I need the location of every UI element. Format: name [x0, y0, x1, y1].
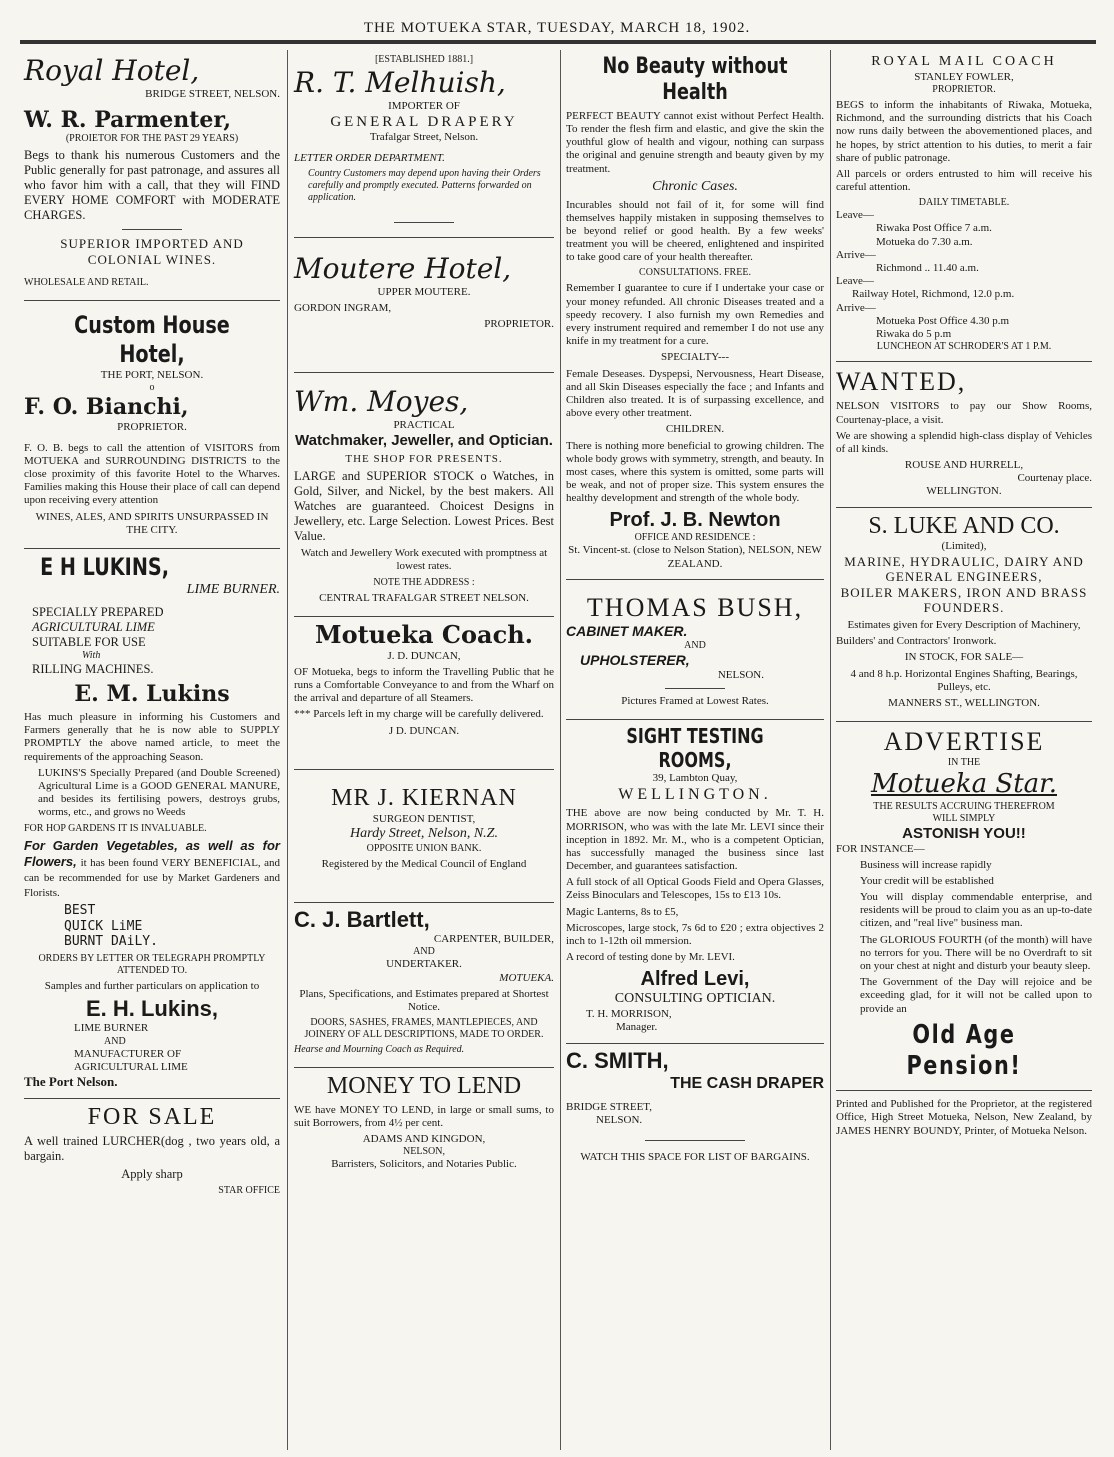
ad-body: There is nothing more beneficial to growing children. The whole body grows with symmetry, strength, and beauty. In most cases, where this system is omitted, some parts will be weak, and not of proper size. This system ensures the healthy development and strength of the whole body. [566, 439, 824, 505]
ad-title: ROYAL MAIL COACH [871, 54, 1057, 69]
ad-builders: Builders' and Contractors' Ironwork. [836, 635, 997, 648]
ad-place: Courtenay place. [1017, 472, 1092, 485]
ad-line: AND [413, 946, 435, 958]
ad-line: MARINE, HYDRAULIC, DAIRY AND GENERAL ENGINEERS, [844, 553, 1084, 585]
ad-ltd: (Limited), [941, 540, 987, 553]
ad-line: RILLING MACHINES. [32, 661, 154, 676]
ad-line: SUITABLE FOR USE [32, 634, 146, 649]
ad-address: BRIDGE STREET, [566, 1101, 652, 1114]
ad-moyes [294, 373, 554, 617]
ad-line: CARPENTER, BUILDER, [433, 933, 554, 946]
ad-melhuish [294, 50, 554, 238]
ad-address: BRIDGE STREET, NELSON. [145, 87, 280, 100]
ad-place: UPPER MOUTERE. [377, 285, 471, 298]
ad-timetable-head: DAILY TIMETABLE. [918, 197, 1010, 209]
ad-city: WELLINGTON. [618, 786, 772, 804]
ad-title: R. T. Melhuish, [294, 66, 506, 99]
ad-title: ADVERTISE [883, 727, 1045, 757]
ad-proprietor: W. R. Parmenter, [24, 106, 232, 133]
masthead [0, 0, 1114, 44]
ad-title: Royal Hotel, [24, 54, 200, 87]
ad-for-sale [24, 1099, 280, 1209]
ad-place: NELSON, [403, 1146, 445, 1158]
ad-body: PERFECT BEAUTY cannot exist without Perfect Health. To render the flesh firm and elastic, and give the skin the youthful glow of health and vigour, nothing can surpass the original and genuine strength and beauty given by my treatment. [566, 109, 824, 175]
ad-body: LARGE and SUPERIOR STOCK o Watches, in Gold, Silver, and Nickel, by the best makers. All Watches are guaranteed. Choicest Designs in Jewellery, etc. Large Selection. Lowest Prices. Best Value. [294, 469, 554, 544]
ad-role: SURGEON DENTIST, [372, 812, 476, 825]
ad-name: E. H. Lukins, [85, 996, 219, 1022]
ad-title: MONEY TO LEND [326, 1073, 522, 1100]
ad-item: You will display commendable enterprise, and residents will be proud to claim you as an up-to-date citizen, and "real live" business man. [860, 891, 1092, 930]
timetable-row: Railway Hotel, Richmond, 12.0 p.m. [852, 288, 1015, 301]
column-2 [290, 50, 558, 1450]
ad-trade: Watchmaker, Jeweller, and Optician. [295, 432, 553, 450]
column-3 [562, 50, 828, 1450]
ad-title: C. J. Bartlett, [294, 906, 430, 932]
masthead-title: THE MOTUEKA STAR, TUESDAY, MARCH 18, 1902. [363, 20, 751, 36]
ad-line: UNDERTAKER. [386, 958, 462, 971]
ad-line: PRACTICAL [393, 418, 455, 431]
timetable-row: Riwaka Post Office 7 a.m. [876, 222, 992, 235]
ad-pictures: Pictures Framed at Lowest Rates. [621, 694, 769, 707]
ad-item: The Government of the Day will rejoice and be exceeding glad, for it will not be called upon to provide an [860, 976, 1092, 1015]
ad-title: SIGHT TESTING ROOMS, [626, 723, 764, 772]
ad-title: No Beauty without Health [602, 54, 788, 106]
timetable-label: Arrive— [836, 301, 876, 314]
ad-place: MOTUEKA. [499, 971, 554, 984]
ad-body: A well trained LURCHER(dog , two years old, a bargain. [24, 1134, 280, 1164]
ad-parcels: *** Parcels left in my charge will be carefully delivered. [294, 708, 544, 721]
ad-shop: THE SHOP FOR PRESENTS. [345, 453, 503, 466]
ad-body: Begs to thank his numerous Customers and the Public generally for past patronage, and assures all who favor him with a call, that they will FIND EVERY HOME COMFORT with MODERATE CHARGES. [24, 148, 280, 223]
ad-title: MR J. KIERNAN [331, 784, 517, 811]
ad-address: St. Vincent-st. (close to Nelson Station), NELSON, NEW ZEALAND. [568, 544, 822, 570]
ad-watch: WATCH THIS SPACE FOR LIST OF BARGAINS. [580, 1150, 810, 1163]
column-rule [560, 50, 561, 1450]
ad-proprietor: F. O. Bianchi, [24, 394, 189, 421]
ad-address: CENTRAL TRAFALGAR STREET NELSON. [319, 591, 529, 604]
ad-name: Alfred Levi, [640, 968, 750, 991]
ad-wanted [836, 362, 1092, 508]
ad-line: UPHOLSTERER, [580, 651, 690, 668]
ad-name: E. M. Lukins [74, 680, 230, 707]
ad-address: MANNERS ST., WELLINGTON. [888, 696, 1040, 709]
ad-body: WE have MONEY TO LEND, in large or small sums, to suit Borrowers, from 4½ per cent. [294, 1103, 554, 1130]
ad-royal-hotel [24, 50, 280, 301]
ad-kiernan [294, 770, 554, 903]
ad-body: THE above are now being conducted by Mr. T. H. MORRISON, who was with the late Mr. LEVI since their inception in 1892. Mr. M., who is a competent Optician, has successfully managed the business since last December, and guarantees satisfaction. [566, 807, 824, 873]
ad-line: CABINET MAKER. [566, 623, 688, 640]
ad-body: A full stock of all Optical Goods Field and Opera Glasses, Zeiss Binoculars and Telescopes, 15s to £13 10s. [566, 876, 824, 902]
imprint [836, 1091, 1092, 1149]
ad-manager: T. H. MORRISON, [586, 1008, 672, 1021]
column-4 [832, 50, 1096, 1450]
ad-sight-testing [566, 720, 824, 1044]
ad-body: OF Motueka, begs to inform the Travelling Public that he runs a Comfortable Conveyance to and from the Wharf on the arrival and departure of all Steamers. [294, 665, 554, 705]
ad-samples: Samples and further particulars on application to [44, 979, 260, 992]
column-rule [287, 50, 288, 1450]
ad-item: Business will increase rapidly [860, 858, 992, 871]
ad-highlight: For Garden Vegetables, as well as for Flowers, [24, 837, 280, 869]
timetable-row: Riwaka do 5 p.m [876, 327, 952, 340]
divider [645, 1140, 745, 1141]
ad-body: Has much pleasure in informing his Customers and Farmers generally that he is now able to SUPPLY PROMPTLY the above named article, to meet the requirements of the approaching Season. [24, 711, 280, 763]
ad-title: Custom House Hotel, [74, 311, 230, 369]
ad-line: With [82, 649, 101, 661]
ad-body: LUKINS'S Specially Prepared (and Double Screened) Agricultural Lime is a GOOD GENERAL MANURE, and besides its fertilising powers, destroys grubs, worms, etc., and grows no Weeds [38, 766, 280, 819]
ad-wines: WINES, ALES, AND SPIRITS UNSURPASSED IN THE CITY. [35, 510, 269, 536]
ad-city: WELLINGTON. [926, 485, 1002, 498]
ad-separator: o [149, 382, 155, 394]
ad-line: SPECIALLY PREPARED [32, 604, 164, 619]
ad-bartlett [294, 903, 554, 1068]
ad-c-smith [566, 1044, 824, 1175]
ad-line: AND [104, 1035, 126, 1047]
ad-newton [566, 50, 824, 580]
ad-stock: IN STOCK, FOR SALE— [904, 651, 1024, 664]
ad-established: [ESTABLISHED 1881.] [374, 54, 474, 65]
ad-line: BURNT DAiLY. [64, 934, 158, 950]
ad-line: BOILER MAKERS, IRON AND BRASS FOUNDERS. [840, 584, 1088, 616]
column-rule [830, 50, 831, 1450]
column-1 [20, 50, 284, 1450]
ad-s-luke [836, 508, 1092, 722]
ad-office: STAR OFFICE [218, 1185, 280, 1197]
ad-address: THE PORT, NELSON. [100, 368, 204, 381]
timetable-row: Richmond .. 11.40 a.m. [876, 262, 979, 275]
ad-motueka-coach [294, 617, 554, 770]
ad-note: NOTE THE ADDRESS : [373, 576, 475, 588]
timetable-row: Motueka Post Office 4.30 p.m [876, 314, 1010, 327]
ad-repair: Watch and Jewellery Work executed with promptness at lowest rates. [300, 547, 548, 573]
ad-wholesale: WHOLESALE AND RETAIL. [24, 277, 149, 289]
ad-name: GORDON INGRAM, [294, 301, 392, 314]
imprint-text: Printed and Published for the Proprietor, at the registered Office, High Street Motueka, Nelson, New Zealand, by JAMES HENRY BOUNDY, Printer, of Motueka Nelson. [836, 1098, 1092, 1137]
ad-heading: CHILDREN. [665, 423, 725, 436]
ad-line: AGRICULTURAL LIME [74, 1060, 188, 1073]
ad-item: The GLORIOUS FOURTH (of the month) will have no terrors for you. There will be no Overdraft to sit on your chest at night and disturb your beauty sleep. [860, 933, 1092, 973]
ad-subtitle: LIME BURNER. [186, 581, 280, 597]
ad-title: Wm. Moyes, [294, 385, 469, 419]
masthead-rule [20, 40, 1096, 44]
ad-heading: SPECIALTY--- [660, 351, 730, 364]
ad-title: C. SMITH, [566, 1047, 669, 1073]
ad-reg: Registered by the Medical Council of England [321, 857, 527, 870]
ad-body: Microscopes, large stock, 7s 6d to £20 ; extra objectives 2 inch to 1-12th oil mmersion. [566, 921, 824, 948]
ad-doors: DOORS, SASHES, FRAMES, MANTLEPIECES, AND JOINERY OF ALL DESCRIPTIONS, MADE TO ORDER. [304, 1017, 544, 1041]
ad-estimates: Estimates given for Every Description of Machinery, [847, 619, 1081, 632]
ad-astonish: ASTONISH YOU!! [902, 824, 1026, 842]
ad-title: THOMAS BUSH, [586, 592, 804, 622]
ad-plans: Plans, Specifications, and Estimates prepared at Shortest Notice. [299, 987, 549, 1013]
ad-note: (PROIETOR FOR THE PAST 29 YEARS) [65, 133, 239, 145]
ad-results: THE RESULTS ACCRUING THEREFROM [873, 800, 1055, 812]
ad-parcels: All parcels or orders entrusted to him will receive his careful attention. [836, 167, 1092, 194]
ad-title: FOR SALE [87, 1103, 217, 1130]
divider [665, 688, 725, 689]
ad-line: AND [684, 639, 706, 651]
ad-lunch: LUNCHEON AT SCHRODER'S AT 1 P.M. [876, 341, 1052, 353]
ad-firm: ROUSE AND HURRELL, [904, 459, 1024, 472]
ad-firm: ADAMS AND KINGDON, [362, 1133, 486, 1146]
timetable-row: Motueka do 7.30 a.m. [876, 235, 973, 248]
divider [122, 229, 182, 230]
ad-body: it has been found VERY BENEFICIAL, and can be recommended for use by Market Gardeners and Florists. [24, 856, 280, 899]
ad-name: Prof. J. B. Newton [609, 509, 781, 532]
ad-line: QUICK LiME [64, 918, 143, 934]
ad-role: PROPRIETOR. [117, 420, 187, 433]
ad-office: OFFICE AND RESIDENCE : [634, 532, 756, 544]
ad-item: Your credit will be established [860, 874, 994, 887]
ad-sign: J D. DUNCAN. [388, 724, 460, 737]
ad-paper: Motueka Star. [871, 769, 1057, 800]
ad-heading: CONSULTATIONS. FREE. [639, 267, 751, 279]
ad-address: 39, Lambton Quay, [652, 771, 738, 784]
divider [394, 222, 454, 223]
ad-in: IN THE [947, 757, 981, 769]
ad-line: IMPORTER OF [388, 99, 460, 112]
ad-role: PROPRIETOR. [484, 318, 554, 331]
ad-port: The Port Nelson. [24, 1074, 118, 1089]
ad-place: NELSON. [717, 668, 764, 681]
ad-apply: Apply sharp [121, 1167, 183, 1182]
ad-address: NELSON. [596, 1114, 643, 1127]
ad-advertise [836, 722, 1092, 1091]
ad-title: Motueka Coach. [315, 619, 533, 649]
ad-role: CONSULTING OPTICIAN. [614, 991, 776, 1007]
ad-body: A record of testing done by Mr. LEVI. [566, 951, 735, 964]
ad-name: STANLEY FOWLER, [914, 70, 1014, 83]
ad-roles: Barristers, Solicitors, and Notaries Public. [331, 1158, 517, 1171]
ad-street: Trafalgar Street, Nelson. [369, 130, 479, 143]
timetable-label: Arrive— [836, 248, 876, 261]
ad-heading: Chronic Cases. [652, 178, 738, 194]
ad-body: Incurables should not fail of it, for some will find themselves happily mistaken in supposing themselves to be beyond relief or good health. By a few weeks' treatment you will be cheered, enlightened and inspirited to take good care of your health thereafter. [566, 198, 824, 264]
ad-body: BEGS to inform the inhabitants of Riwaka, Motueka, Richmond, and the surrounding districts that his Coach now runs daily between the abovementioned places, and he hopes, by strict attention to his duties, to merit a fair share of public patronage. [836, 98, 1092, 164]
ad-opp: OPPOSITE UNION BANK. [366, 842, 482, 854]
ad-name: J. D. DUNCAN, [387, 649, 461, 662]
ad-manager-role: Manager. [616, 1021, 658, 1034]
ad-moutere-hotel [294, 238, 554, 373]
timetable-label: Leave— [836, 209, 874, 222]
ad-role: PROPRIETOR. [932, 83, 996, 95]
ad-line: BEST [64, 903, 96, 919]
ad-body: Female Deseases. Dyspepsi, Nervousness, Heart Disease, and all Skin Diseases especially the face ; and Infants and Children also treated. It is of surpassing excellence, and above every other treatment. [566, 367, 824, 420]
ad-line: AGRICULTURAL LIME [32, 619, 155, 634]
ad-custom-house-hotel [24, 301, 280, 549]
ad-subtitle: THE CASH DRAPER [670, 1074, 824, 1092]
ad-lukins [24, 549, 280, 1099]
ad-title: WANTED, [836, 367, 967, 397]
ad-for: FOR INSTANCE— [836, 842, 925, 855]
ad-line: LIME BURNER [74, 1022, 149, 1035]
ad-title: E H LUKINS, [40, 553, 170, 582]
ad-wines: SUPERIOR IMPORTED AND COLONIAL WINES. [60, 236, 244, 267]
ad-street: Hardy Street, Nelson, N.Z. [350, 825, 498, 841]
ad-engines: 4 and 8 h.p. Horizontal Engines Shafting, Bearings, Pulleys, etc. [850, 667, 1078, 693]
ad-thomas-bush [566, 580, 824, 720]
ad-body: Remember I guarantee to cure if I undertake your case or your money refunded. All chronic Diseases treated and a speedy recovery. I also furnish my own Remedies and every instrument required and remember I do not use any knife in my treatment for a cure. [566, 282, 824, 348]
ad-hearse: Hearse and Mourning Coach as Required. [294, 1044, 465, 1056]
ad-letter-head: LETTER ORDER DEPARTMENT. [294, 151, 445, 164]
ad-body: NELSON VISITORS to pay our Show Rooms, Courtenay-place, a visit. [836, 400, 1092, 426]
ad-letter-body: Country Customers may depend upon having their Orders carefully and promptly executed. Patterns forwarded on application. [308, 168, 541, 204]
ad-line: GENERAL DRAPERY [330, 113, 518, 130]
ad-body: We are showing a splendid high-class display of Vehicles of all kinds. [836, 429, 1092, 455]
ad-orders: ORDERS BY LETTER OR TELEGRAPH PROMPTLY ATTENDED TO. [38, 952, 266, 976]
ad-body: F. O. B. begs to call the attention of VISITORS from MOTUEKA and SURROUNDING DISTRICTS to the close proximity of this favorite Hotel to the Wharves. Families making this House their place of call can depend upon receiving every attention [24, 441, 280, 507]
ad-money-to-lend [294, 1068, 554, 1180]
ad-title: S. LUKE AND CO. [868, 512, 1060, 539]
ad-royal-mail-coach [836, 50, 1092, 362]
ad-title: Moutere Hotel, [294, 252, 512, 286]
ad-line: MANUFACTURER OF [74, 1047, 182, 1060]
ad-body: Magic Lanterns, 8s to £5, [566, 905, 679, 918]
ad-pension: Old Age Pension! [906, 1019, 1022, 1081]
timetable-label: Leave— [836, 275, 874, 288]
ad-body: FOR HOP GARDENS IT IS INVALUABLE. [24, 822, 207, 834]
ad-will: WILL SIMPLY [932, 812, 996, 824]
